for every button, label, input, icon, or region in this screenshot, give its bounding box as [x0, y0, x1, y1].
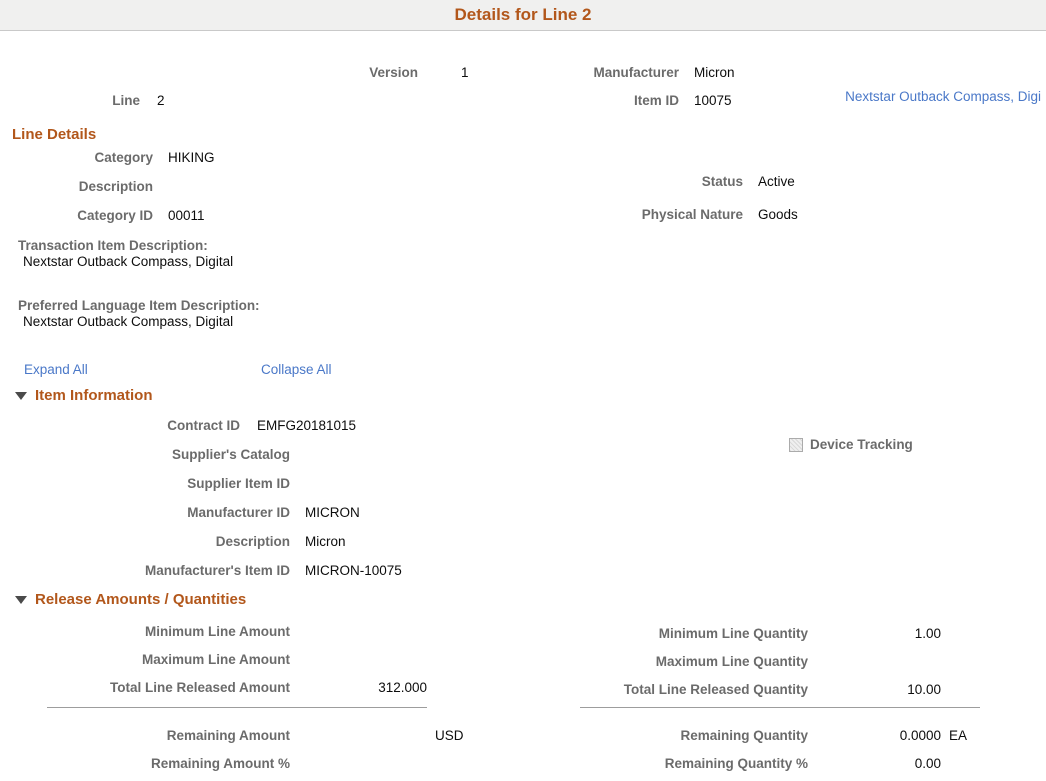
total-line-released-quantity-field [523, 682, 941, 698]
remaining-quantity-field [523, 728, 967, 744]
quantity-separator [580, 707, 980, 708]
remaining-quantity-label: Remaining Quantity [680, 728, 808, 743]
item-description-link[interactable]: Nextstar Outback Compass, Digi [845, 89, 1041, 104]
contract-id-label: Contract ID [167, 418, 240, 433]
remaining-amount-currency: USD [435, 728, 464, 743]
total-line-released-amount-value: 312.000 [378, 680, 427, 695]
manufacturer-description-field [0, 534, 346, 550]
remaining-amount-pct-label: Remaining Amount % [150, 756, 290, 771]
manufacturers-item-id-value: MICRON-10075 [305, 563, 402, 578]
device-tracking-checkbox[interactable] [789, 438, 803, 452]
physical-nature-value: Goods [758, 207, 798, 222]
supplier-item-id-field [0, 476, 305, 492]
suppliers-catalog-field [0, 447, 305, 463]
description-label: Description [78, 179, 153, 194]
minimum-line-amount-label: Minimum Line Amount [145, 624, 290, 639]
remaining-quantity-value: 0.0000 [899, 728, 941, 743]
manufacturer-description-label: Description [215, 534, 290, 549]
category-id-label: Category ID [77, 208, 153, 223]
release-amounts-heading: Release Amounts / Quantities [35, 591, 247, 608]
transaction-item-description-label: Transaction Item Description: [18, 238, 208, 253]
line-details-heading: Line Details [12, 126, 97, 143]
maximum-line-amount-label: Maximum Line Amount [141, 652, 290, 667]
contract-id-field [0, 418, 356, 434]
description-field [0, 179, 168, 195]
remaining-amount-label: Remaining Amount [166, 728, 290, 743]
category-id-value: 00011 [168, 208, 205, 223]
collapse-triangle-icon [15, 392, 27, 400]
suppliers-catalog-label: Supplier's Catalog [172, 447, 290, 462]
collapse-all-link[interactable]: Collapse All [261, 362, 332, 377]
supplier-item-id-label: Supplier Item ID [187, 476, 290, 491]
manufacturer-label: Manufacturer [593, 65, 679, 80]
device-tracking-field [789, 437, 913, 452]
item-id-label: Item ID [633, 93, 679, 108]
manufacturers-item-id-field [0, 563, 402, 579]
total-line-released-amount-field [0, 680, 427, 696]
remaining-quantity-pct-value: 0.00 [914, 756, 941, 771]
page-title: Details for Line 2 [454, 5, 592, 24]
minimum-line-amount-field [0, 624, 427, 640]
item-id-field [529, 93, 732, 109]
minimum-line-quantity-label: Minimum Line Quantity [658, 626, 808, 641]
manufacturer-description-value: Micron [305, 534, 346, 549]
physical-nature-field [523, 207, 798, 223]
modal-titlebar [0, 0, 1046, 31]
category-field [0, 150, 215, 166]
maximum-line-quantity-label: Maximum Line Quantity [655, 654, 808, 669]
expand-all-link[interactable]: Expand All [24, 362, 88, 377]
minimum-line-quantity-field [523, 626, 941, 642]
manufacturer-id-value: MICRON [305, 505, 360, 520]
manufacturer-id-field [0, 505, 360, 521]
physical-nature-label: Physical Nature [641, 207, 743, 222]
remaining-quantity-pct-label: Remaining Quantity % [664, 756, 808, 771]
status-field [523, 174, 795, 190]
collapse-triangle-icon [15, 596, 27, 604]
remaining-amount-pct-field [0, 756, 427, 772]
minimum-line-quantity-value: 1.00 [914, 626, 941, 641]
maximum-line-amount-field [0, 652, 427, 668]
transaction-item-description-value: Nextstar Outback Compass, Digital [23, 254, 234, 269]
contract-id-value: EMFG20181015 [257, 418, 357, 433]
remaining-quantity-pct-field [523, 756, 941, 772]
line-label: Line [112, 93, 140, 108]
line-value: 2 [157, 93, 165, 108]
version-value: 1 [461, 65, 469, 80]
status-value: Active [758, 174, 795, 189]
manufacturer-field [529, 65, 735, 81]
preferred-language-item-description-label: Preferred Language Item Description: [18, 298, 260, 313]
item-information-section-toggle[interactable] [15, 388, 153, 404]
remaining-amount-field [0, 728, 464, 744]
category-id-field [0, 208, 205, 224]
version-label: Version [369, 65, 418, 80]
total-line-released-quantity-label: Total Line Released Quantity [623, 682, 808, 697]
device-tracking-label: Device Tracking [810, 437, 913, 452]
version-field [268, 65, 469, 81]
item-id-value: 10075 [694, 93, 732, 108]
category-label: Category [94, 150, 153, 165]
remaining-quantity-uom: EA [949, 728, 968, 743]
amount-separator [47, 707, 427, 708]
preferred-language-item-description-value: Nextstar Outback Compass, Digital [23, 314, 234, 329]
category-value: HIKING [168, 150, 215, 165]
total-line-released-amount-label: Total Line Released Amount [109, 680, 290, 695]
total-line-released-quantity-value: 10.00 [907, 682, 941, 697]
status-label: Status [701, 174, 743, 189]
manufacturers-item-id-label: Manufacturer's Item ID [145, 563, 290, 578]
line-field [40, 93, 165, 109]
manufacturer-value: Micron [694, 65, 735, 80]
manufacturer-id-label: Manufacturer ID [187, 505, 290, 520]
item-information-heading: Item Information [35, 387, 153, 404]
maximum-line-quantity-field [523, 654, 941, 670]
release-amounts-section-toggle[interactable] [15, 592, 246, 608]
